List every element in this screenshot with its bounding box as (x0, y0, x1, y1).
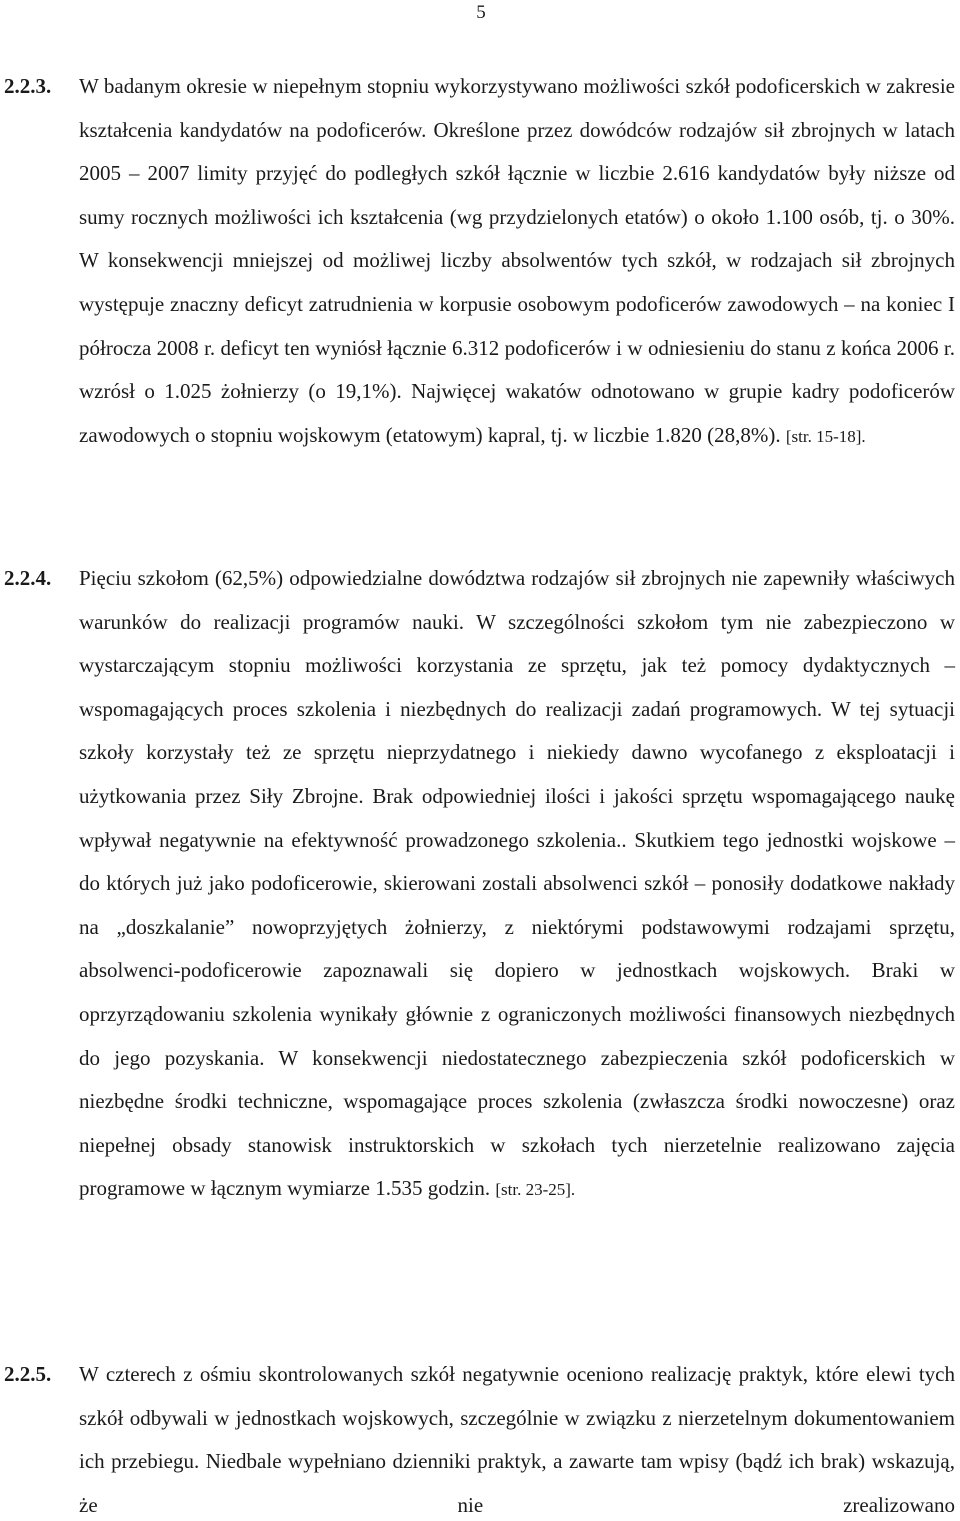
page-reference: [str. 23-25]. (495, 1180, 576, 1200)
paragraph-text: Pięciu szkołom (62,5%) odpowiedzialne dowództwa rodzajów sił zbrojnych nie zapewniły właściwych warunków do realizacji programów nauki. W szczególności szkołom tym nie zabezpieczono w wystarczającym stopniu możliwości korzystania ze sprzętu, jak też pomocy dydaktycznych – wspomagających proces szkolenia i niezbędnych do realizacji zadań programowych. W tej sytuacji szkoły korzystały też ze sprzętu nieprzydatnego i niekiedy dawno wycofanego z eksploatacji i użytkowania przez Siły Zbrojne. Brak odpowiedniej ilości i jakości sprzętu wspomagającego naukę wpływał negatywnie na efektywność prowadzonego szkolenia.. Skutkiem tego jednostki wojskowe – do których już jako podoficerowie, skierowani zostali absolwenci szkół – ponosiły dodatkowe nakłady na „doszkalanie” nowoprzyjętych żołnierzy, z niektórymi podstawowymi rodzajami sprzętu, absolwenci-podoficerowie zapoznawali się dopiero w jednostkach wojskowych. Braki w oprzyrządowaniu szkolenia wynikały głównie z ograniczonych możliwości finansowych niezbędnych do jego pozyskania. W konsekwencji niedostatecznego zabezpieczenia szkół podoficerskich w niezbędne środki techniczne, wspomagające proces szkolenia (zwłaszcza środki nowoczesne) oraz niepełnej obsady stanowisk instruktorskich w szkołach tych nierzetelnie realizowano zajęcia programowe w łącznym wymiarze 1.535 godzin. (79, 566, 955, 1201)
section-paragraph (79, 65, 955, 458)
paragraph-text: W badanym okresie w niepełnym stopniu wykorzystywano możliwości szkół podoficerskich w zakresie kształcenia kandydatów na podoficerów. Określone przez dowódców rodzajów sił zbrojnych w latach 2005 – 2007 limity przyjęć do podległych szkół łącznie w liczbie 2.616 kandydatów były niższe od sumy rocznych możliwości ich kształcenia (wg przydzielonych etatów) o około 1.100 osób, tj. o 30%. W konsekwencji mniejszej od możliwej liczby absolwentów tych szkół, w rodzajach sił zbrojnych występuje znaczny deficyt zatrudnienia w korpusie osobowym podoficerów zawodowych – na koniec I półrocza 2008 r. deficyt ten wyniósł łącznie 6.312 podoficerów i w odniesieniu do stanu z końca 2006 r. wzrósł o 1.025 żołnierzy (o 19,1%). Najwięcej wakatów odnotowano w grupie kadry podoficerów zawodowych o stopniu wojskowym (etatowym) kapral, tj. w liczbie 1.820 (28,8%). (79, 74, 955, 447)
page-reference: [str. 15-18]. (785, 426, 866, 446)
page-number: 5 (476, 2, 486, 23)
paragraph-text: W czterech z ośmiu skontrolowanych szkół negatywnie oceniono realizację praktyk, które elewi tych szkół odbywali w jednostkach wojskowych, szczególnie w związku z nierzetelnym dokumentowaniem ich przebiegu. Niedbale wypełniano dzienniki praktyk, a zawarte tam wpisy (bądź ich brak) wskazują, że nie zrealizowano (79, 1362, 955, 1517)
section-2-2-5 (0, 1353, 960, 1521)
section-paragraph (79, 1353, 955, 1521)
section-number: 2.2.5. (4, 1362, 52, 1386)
section-number: 2.2.3. (4, 74, 52, 98)
section-paragraph (79, 557, 955, 1212)
section-number: 2.2.4. (4, 566, 52, 590)
